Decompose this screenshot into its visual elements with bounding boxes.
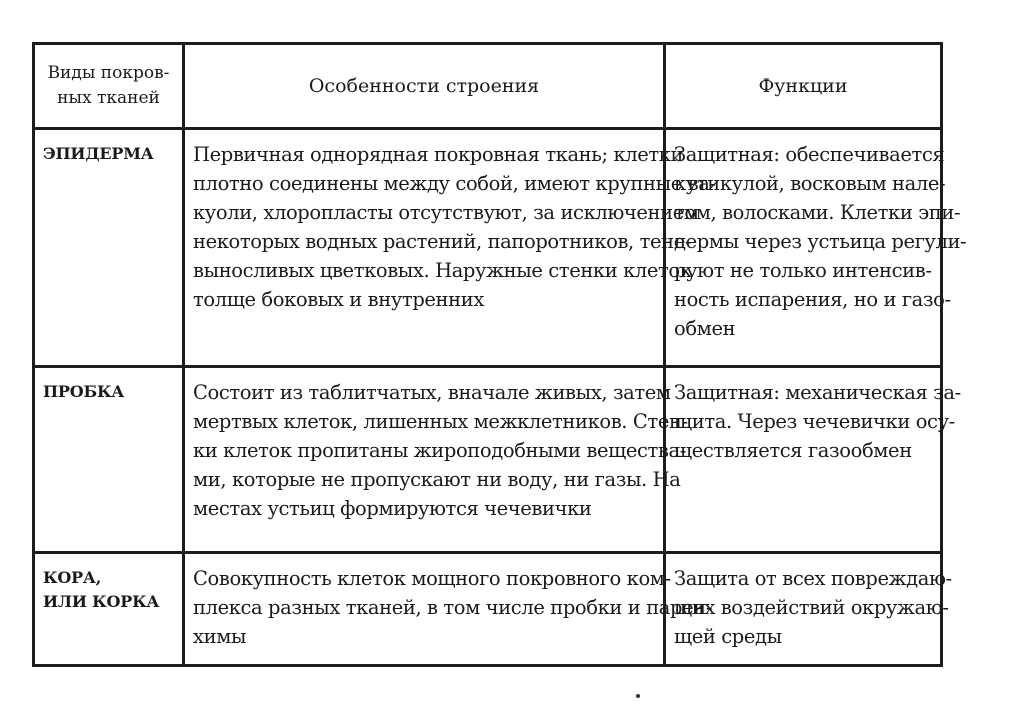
header-tissue-type <box>34 44 184 129</box>
text-line: плекса разных тканей, в том числе пробки и парен- <box>193 596 713 619</box>
table-row-bark <box>34 553 942 666</box>
text-line: Защитная: механическая за- <box>674 381 961 404</box>
function-cell <box>665 553 952 666</box>
header-line: Виды покров- <box>47 63 170 83</box>
structure-cell <box>184 367 688 553</box>
table-row-epidermis <box>34 129 942 367</box>
tissue-name-cell <box>34 129 184 367</box>
tissue-name-cell <box>34 553 184 666</box>
tissue-name: ИЛИ КОРКА <box>43 592 160 611</box>
text-line: ки клеток пропитаны жироподобными вещества- <box>193 439 686 462</box>
table-header-row <box>34 44 942 129</box>
function-cell <box>665 367 961 553</box>
text-line: куоли, хлоропласты отсутствуют, за исключением <box>193 201 699 224</box>
header-line: Особенности строения <box>308 74 540 97</box>
header-line: Функции <box>758 74 848 97</box>
text-line: выносливых цветковых. Наружные стенки клеток <box>193 259 692 282</box>
text-line: Совокупность клеток мощного покровного ком- <box>193 567 671 590</box>
tissue-table <box>32 42 967 667</box>
text-line: щих воздействий окружаю- <box>674 596 949 619</box>
table-row-cork <box>34 367 942 553</box>
text-line: обмен <box>674 317 736 340</box>
text-line: дермы через устьица регули- <box>674 230 967 253</box>
text-line: кутикулой, восковым нале- <box>674 172 946 195</box>
text-line: мертвых клеток, лишенных межклетников. Стен- <box>193 410 688 433</box>
stray-dot <box>636 694 640 698</box>
tissue-name: ПРОБКА <box>43 382 125 401</box>
text-line: толще боковых и внутренних <box>193 288 484 311</box>
text-line: плотно соединены между собой, имеют крупные ва- <box>193 172 716 195</box>
text-line: местах устьиц формируются чечевички <box>193 497 592 520</box>
text-line: щита. Через чечевички осу- <box>674 410 955 433</box>
text-line: Состоит из таблитчатых, вначале живых, затем <box>193 381 671 404</box>
text-line: Защитная: обеспечивается <box>674 143 945 166</box>
function-cell <box>665 129 967 367</box>
text-line: том, волосками. Клетки эпи- <box>674 201 961 224</box>
text-line: щей среды <box>674 625 782 648</box>
text-line: Защита от всех повреждаю- <box>674 567 952 590</box>
header-structure <box>184 44 665 129</box>
tissue-name-cell <box>34 367 184 553</box>
text-line: ми, которые не пропускают ни воду, ни газы. На <box>193 468 681 491</box>
structure-cell <box>184 553 713 666</box>
text-line: ность испарения, но и газо- <box>674 288 951 311</box>
text-line: ществляется газообмен <box>674 439 912 462</box>
tissue-name: ЭПИДЕРМА <box>43 144 154 163</box>
header-functions <box>665 44 942 129</box>
text-line: химы <box>193 625 247 648</box>
text-line: некоторых водных растений, папоротников, тене- <box>193 230 692 253</box>
text-line: Первичная однорядная покровная ткань; клетки <box>193 143 684 166</box>
header-line: ных тканей <box>57 88 160 108</box>
text-line: руют не только интенсив- <box>674 259 932 282</box>
tissue-name: КОРА, <box>43 568 102 587</box>
